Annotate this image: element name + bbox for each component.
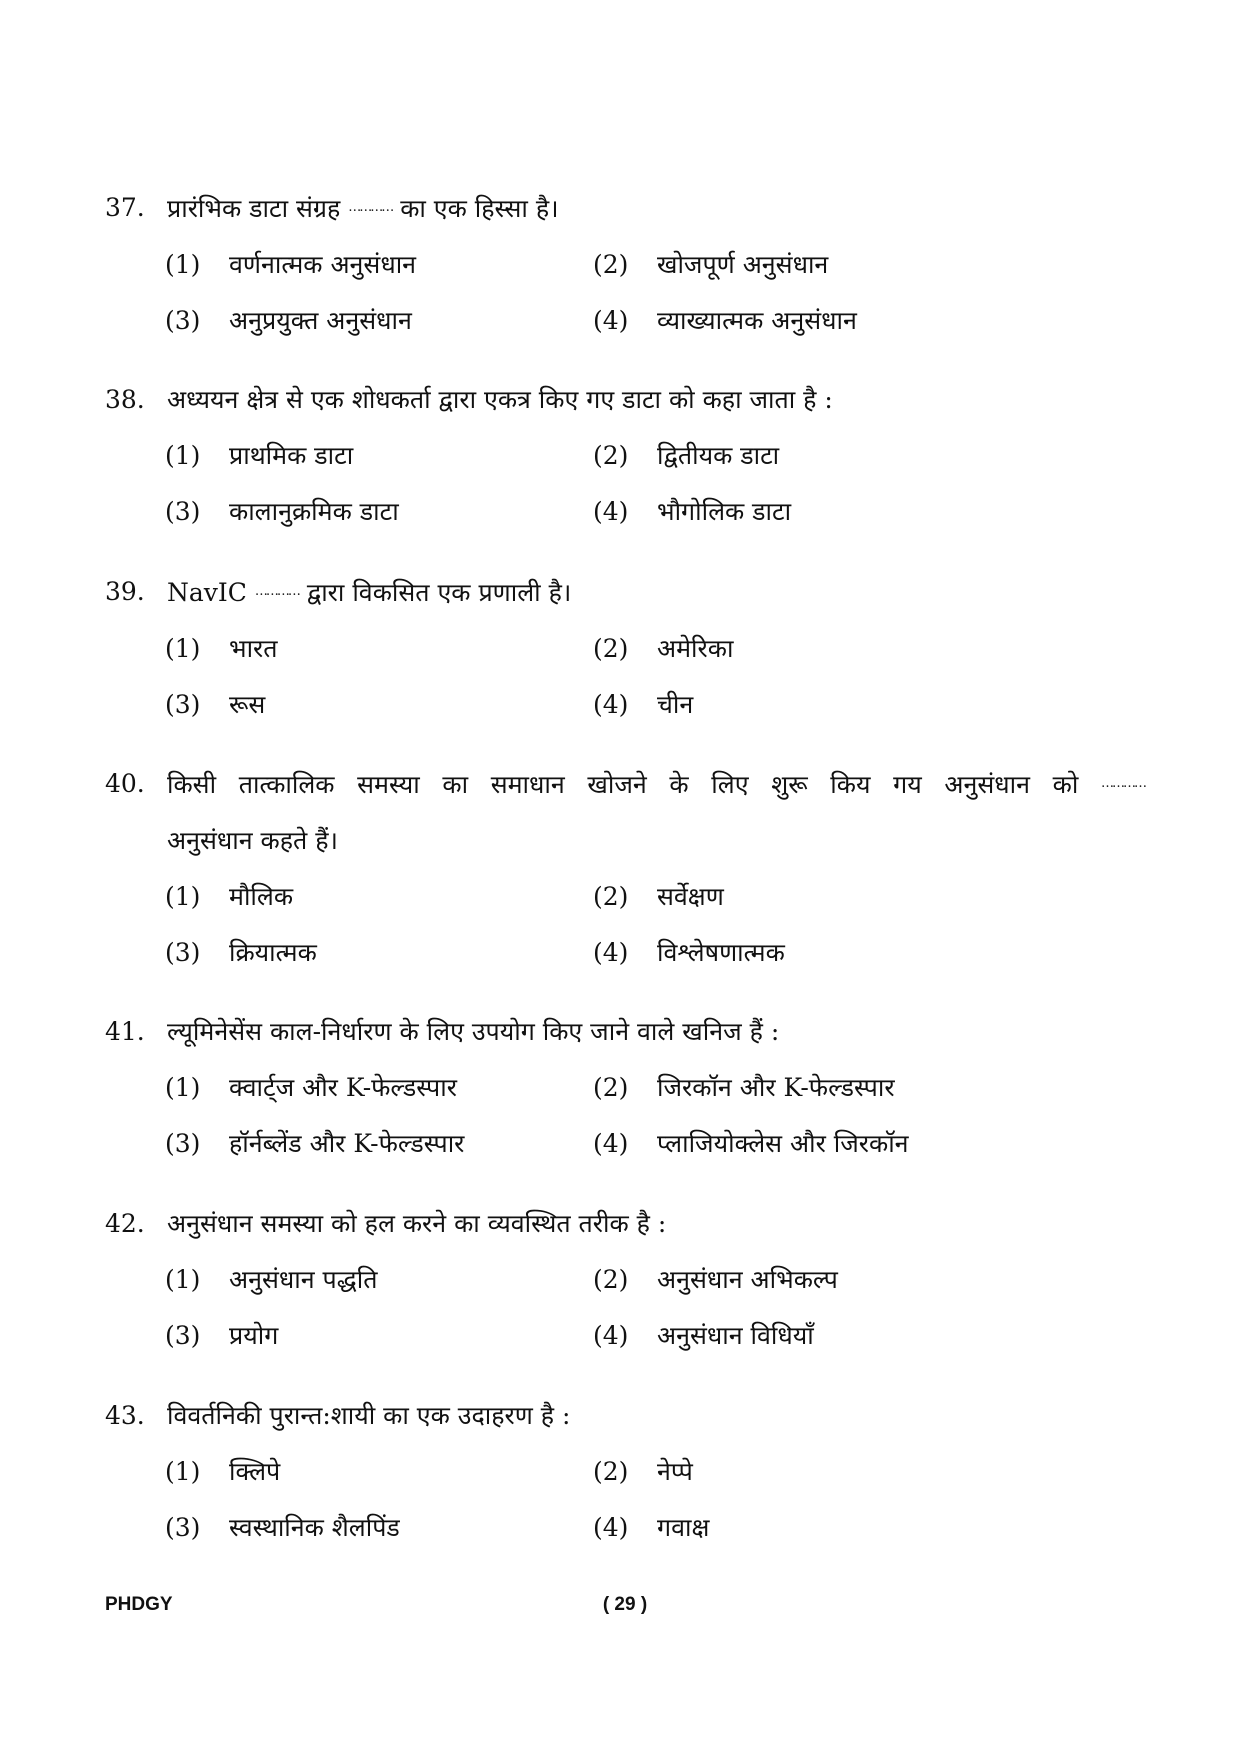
option-number: (1) — [165, 1265, 201, 1294]
option-text: स्वस्थानिक शैलपिंड — [229, 1513, 400, 1542]
option-2 — [593, 869, 1053, 925]
option-1 — [165, 237, 593, 293]
option-text: क्रियात्मक — [229, 938, 317, 967]
option-number: (2) — [593, 1457, 629, 1486]
page-number: ( 29 ) — [602, 1594, 648, 1615]
question-text-before: NavIC — [167, 578, 247, 607]
option-text: रूस — [229, 690, 266, 719]
option-number: (4) — [593, 1513, 629, 1542]
option-text: सर्वेक्षण — [657, 882, 724, 911]
option-number: (4) — [593, 1321, 629, 1350]
option-number: (1) — [165, 1073, 201, 1102]
option-2 — [593, 1444, 1053, 1500]
question-number: 39. — [105, 577, 145, 606]
option-4 — [593, 1116, 1053, 1172]
option-number: (1) — [165, 1457, 201, 1486]
option-2 — [593, 428, 1053, 484]
question-number: 43. — [105, 1401, 145, 1430]
question-text-before: प्रारंभिक डाटा संग्रह — [167, 194, 341, 223]
option-text: भारत — [229, 634, 278, 663]
option-number: (4) — [593, 690, 629, 719]
option-text: विश्लेषणात्मक — [657, 938, 785, 967]
option-text: व्याख्यात्मक अनुसंधान — [657, 306, 857, 335]
option-text: अनुसंधान विधियाँ — [657, 1321, 814, 1350]
option-2 — [593, 1252, 1053, 1308]
option-number: (1) — [165, 250, 201, 279]
question-number: 37. — [105, 193, 145, 222]
question-37 — [105, 180, 1145, 349]
option-text: अनुसंधान पद्धति — [229, 1265, 378, 1294]
option-number: (4) — [593, 938, 629, 967]
options-grid — [165, 428, 1145, 540]
option-text: प्राथमिक डाटा — [229, 441, 354, 470]
blank-dots: ………… — [254, 584, 299, 599]
option-2 — [593, 237, 1053, 293]
option-number: (2) — [593, 441, 629, 470]
option-number: (4) — [593, 1129, 629, 1158]
option-number: (2) — [593, 250, 629, 279]
option-text: नेप्पे — [657, 1457, 693, 1486]
question-number: 38. — [105, 385, 145, 414]
option-3 — [165, 925, 593, 981]
question-text: विवर्तनिकी पुरान्त:शायी का एक उदाहरण है : — [167, 1401, 571, 1430]
blank-dots: ………… — [1101, 776, 1145, 791]
option-text: खोजपूर्ण अनुसंधान — [657, 250, 829, 279]
question-42 — [105, 1196, 1145, 1364]
page-footer — [105, 1594, 1145, 1624]
option-number: (2) — [593, 882, 629, 911]
option-3 — [165, 1116, 593, 1172]
option-text: हॉर्नब्लेंड और K-फेल्डस्पार — [229, 1129, 465, 1158]
question-text — [167, 564, 1145, 621]
question-text: किसी तात्कालिक समस्या का समाधान खोजने के लिए शुरू किय गय अनुसंधान को — [167, 770, 1079, 799]
question-number: 40. — [105, 769, 145, 798]
question-text-line-1 — [167, 756, 1145, 813]
option-1 — [165, 428, 593, 484]
option-number: (4) — [593, 497, 629, 526]
option-1 — [165, 1444, 593, 1500]
options-grid — [165, 1444, 1145, 1556]
option-number: (2) — [593, 1265, 629, 1294]
question-43 — [105, 1388, 1145, 1556]
option-text: कालानुक्रमिक डाटा — [229, 497, 399, 526]
option-4 — [593, 484, 1053, 540]
option-number: (1) — [165, 634, 201, 663]
option-3 — [165, 293, 593, 349]
option-1 — [165, 1252, 593, 1308]
question-40 — [105, 756, 1145, 981]
option-text: वर्णनात्मक अनुसंधान — [229, 250, 417, 279]
question-text: अध्ययन क्षेत्र से एक शोधकर्ता द्वारा एकत्र किए गए डाटा को कहा जाता है : — [167, 385, 833, 414]
option-number: (3) — [165, 938, 201, 967]
option-number: (3) — [165, 1321, 201, 1350]
option-text: चीन — [657, 690, 694, 719]
question-text-after: का एक हिस्सा है। — [400, 194, 559, 223]
question-41 — [105, 1004, 1145, 1172]
option-4 — [593, 1308, 1053, 1364]
option-number: (1) — [165, 882, 201, 911]
option-3 — [165, 677, 593, 733]
option-text: जिरकॉन और K-फेल्डस्पार — [657, 1073, 895, 1102]
option-number: (4) — [593, 306, 629, 335]
question-38 — [105, 372, 1145, 540]
option-text: गवाक्ष — [657, 1513, 710, 1542]
option-4 — [593, 925, 1053, 981]
option-number: (1) — [165, 441, 201, 470]
options-grid — [165, 621, 1145, 733]
question-text — [167, 180, 1145, 237]
option-text: भौगोलिक डाटा — [657, 497, 792, 526]
option-3 — [165, 1500, 593, 1556]
option-number: (3) — [165, 1513, 201, 1542]
question-text-line-2: अनुसंधान कहते हैं। — [167, 826, 338, 855]
option-text: द्वितीयक डाटा — [657, 441, 780, 470]
question-number: 42. — [105, 1209, 145, 1238]
option-text: मौलिक — [229, 882, 294, 911]
question-39 — [105, 564, 1145, 733]
option-text: क्वार्ट्ज और K-फेल्डस्पार — [229, 1073, 457, 1102]
options-grid — [165, 1252, 1145, 1364]
option-text: क्लिपे — [229, 1457, 281, 1486]
question-text: अनुसंधान समस्या को हल करने का व्यवस्थित तरीक है : — [167, 1209, 667, 1238]
paper-code: PHDGY — [105, 1594, 173, 1615]
option-4 — [593, 1500, 1053, 1556]
question-number: 41. — [105, 1017, 145, 1046]
option-number: (3) — [165, 306, 201, 335]
option-text: अनुप्रयुक्त अनुसंधान — [229, 306, 412, 335]
options-grid — [165, 1060, 1145, 1172]
option-number: (2) — [593, 1073, 629, 1102]
options-grid — [165, 237, 1145, 349]
question-text-after: द्वारा विकसित एक प्रणाली है। — [306, 578, 572, 607]
option-2 — [593, 621, 1053, 677]
option-3 — [165, 1308, 593, 1364]
option-2 — [593, 1060, 1053, 1116]
option-4 — [593, 677, 1053, 733]
option-3 — [165, 484, 593, 540]
option-text: प्रयोग — [229, 1321, 279, 1350]
option-1 — [165, 869, 593, 925]
option-4 — [593, 293, 1053, 349]
question-text: ल्यूमिनेसेंस काल-निर्धारण के लिए उपयोग किए जाने वाले खनिज हैं : — [167, 1017, 780, 1046]
option-number: (3) — [165, 690, 201, 719]
option-text: अनुसंधान अभिकल्प — [657, 1265, 838, 1294]
option-number: (3) — [165, 497, 201, 526]
option-number: (3) — [165, 1129, 201, 1158]
option-text: प्लाजियोक्लेस और जिरकॉन — [657, 1129, 909, 1158]
options-grid — [165, 869, 1145, 981]
option-1 — [165, 621, 593, 677]
option-number: (2) — [593, 634, 629, 663]
option-1 — [165, 1060, 593, 1116]
blank-dots: ………… — [348, 200, 393, 215]
option-text: अमेरिका — [657, 634, 734, 663]
